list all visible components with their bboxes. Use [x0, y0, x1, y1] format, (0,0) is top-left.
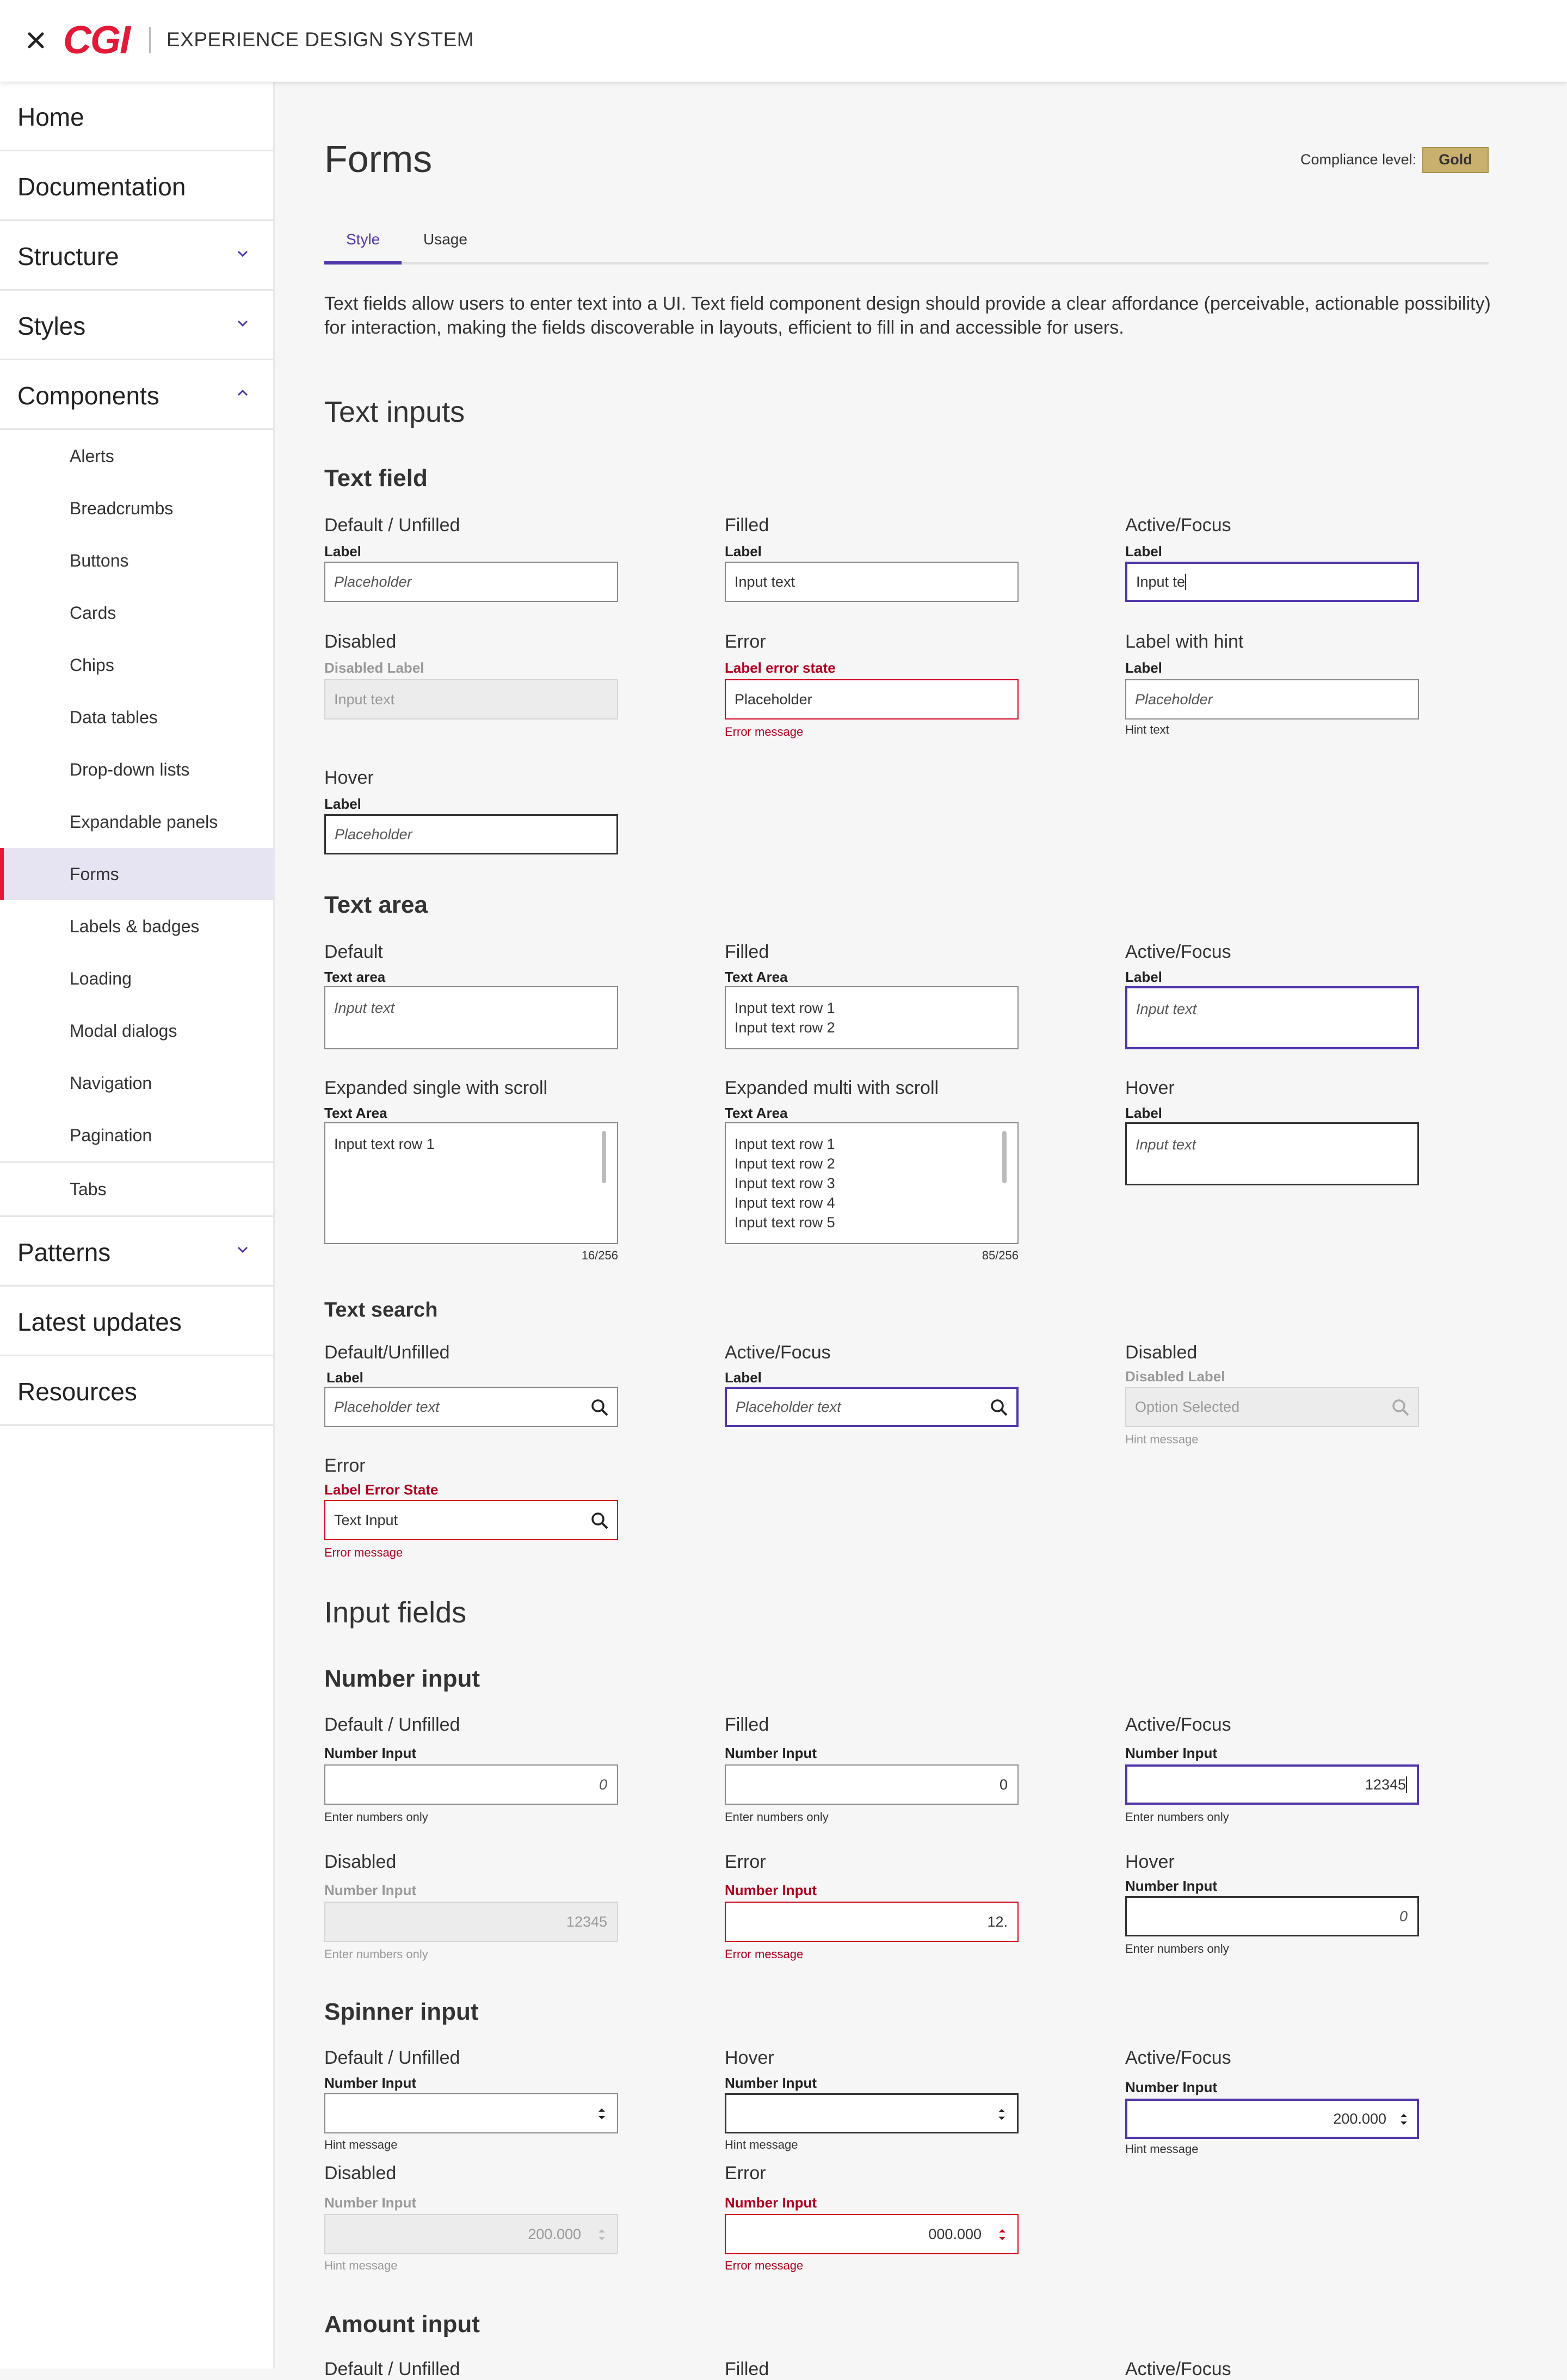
text-row: Input text row 4 — [735, 1195, 835, 1211]
hint-text: Hint text — [1125, 723, 1169, 736]
field-label: Label — [725, 543, 762, 559]
search-input-default[interactable] — [324, 1387, 618, 1427]
sidebar-item-patterns[interactable] — [0, 1215, 273, 1287]
text-area-focus[interactable]: Input text — [1125, 986, 1419, 1049]
number-input-default[interactable]: 0 — [324, 1764, 618, 1805]
text-field-hover[interactable]: Placeholder — [324, 814, 618, 854]
field-label: Number Input — [324, 2075, 416, 2091]
state-title: Active/Focus — [1125, 1714, 1231, 1735]
field-value: 12345 — [1365, 1776, 1406, 1793]
field-value: 200.000 — [528, 2225, 581, 2242]
text-area-multi-scroll[interactable] — [725, 1122, 1019, 1244]
spinner-arrows-icon[interactable] — [995, 2098, 1008, 2131]
sidebar-item-documentation[interactable] — [0, 151, 273, 221]
active-tab-indicator — [324, 261, 402, 265]
state-title: Error — [725, 1852, 766, 1872]
search-value: Text Input — [334, 1511, 398, 1528]
search-icon[interactable] — [989, 1398, 1009, 1417]
field-label: Number Input — [324, 1882, 416, 1898]
state-title: Filled — [725, 1714, 769, 1735]
tabs-divider — [324, 262, 1489, 265]
state-title: Active/Focus — [725, 1342, 831, 1363]
hint-message: Hint message — [324, 2138, 398, 2151]
sidebar-subitem-label: Chips — [70, 655, 114, 675]
sidebar-item-drop-down-lists[interactable] — [0, 743, 273, 796]
intro-text: Text fields allow users to enter text into a UI. Text field component design should provide a clear affordance (perceivable, actionable possibility) for interaction, making the fields discoverable in layouts, efficient to fill in and accessible for users. — [324, 293, 1491, 338]
sidebar-item-label: Structure — [17, 242, 119, 270]
state-title: Hover — [1125, 1852, 1175, 1872]
field-label: Label — [1125, 1105, 1162, 1121]
state-title: Hover — [725, 2047, 774, 2068]
sidebar-item-label: Components — [17, 382, 159, 410]
sidebar-item-tabs[interactable] — [0, 1161, 273, 1215]
field-label: Number Input — [725, 2075, 817, 2091]
top-bar — [0, 0, 1567, 82]
sidebar-subitem-label: Loading — [70, 969, 132, 988]
state-title: Filled — [725, 515, 769, 536]
state-title: Error — [725, 2163, 766, 2184]
field-label: Number Input — [725, 1882, 817, 1898]
sidebar-item-styles[interactable] — [0, 291, 273, 360]
close-button[interactable] — [24, 28, 48, 52]
state-title: Disabled — [324, 1852, 397, 1872]
field-label: Text Area — [725, 969, 788, 985]
sidebar-item-loading[interactable] — [0, 952, 273, 1005]
sidebar-item-buttons[interactable] — [0, 534, 273, 587]
spinner-arrows-icon[interactable] — [996, 2218, 1009, 2251]
sidebar-item-alerts[interactable] — [0, 430, 273, 482]
sidebar-item-expandable-panels[interactable] — [0, 796, 273, 848]
field-label: Disabled Label — [324, 660, 424, 676]
components-subnav — [0, 430, 273, 1215]
sidebar-item-chips[interactable] — [0, 639, 273, 691]
field-value: Input te — [1136, 573, 1186, 590]
search-placeholder: Placeholder text — [736, 1398, 841, 1415]
error-message: Error message — [725, 1947, 804, 1961]
sidebar-item-forms[interactable] — [0, 848, 273, 900]
field-label: Label — [324, 543, 361, 559]
sidebar-subitem-label: Pagination — [70, 1126, 152, 1145]
text-field-default[interactable]: Placeholder — [324, 562, 618, 602]
search-icon — [1391, 1398, 1410, 1417]
field-label: Number Input — [324, 1745, 416, 1761]
sidebar-subitem-label: Alerts — [70, 446, 114, 466]
sidebar-subitem-label: Drop-down lists — [70, 760, 190, 779]
state-title: Filled — [725, 2359, 769, 2379]
sidebar-item-home[interactable] — [0, 82, 273, 151]
sidebar-subitem-label: Navigation — [70, 1073, 152, 1093]
state-title: Expanded single with scroll — [324, 1078, 548, 1098]
text-row: Input text row 1 — [735, 1136, 835, 1152]
state-title: Disabled — [324, 631, 397, 652]
hint-message: Enter numbers only — [324, 1947, 428, 1961]
state-title: Default / Unfilled — [324, 1714, 460, 1735]
tab-usage[interactable]: Usage — [423, 231, 467, 248]
sidebar-subitem-label: Labels & badges — [70, 917, 200, 936]
text-area-default[interactable]: Input text — [324, 986, 618, 1049]
chevron-down-icon — [234, 315, 251, 332]
hint-message: Enter numbers only — [1125, 1810, 1229, 1824]
sidebar-subitem-label: Breadcrumbs — [70, 499, 174, 518]
number-input-hover[interactable]: 0 — [1125, 1896, 1419, 1936]
search-value: Option Selected — [1135, 1398, 1240, 1415]
close-icon — [24, 28, 48, 52]
field-label: Label — [1125, 660, 1162, 676]
state-title: Label with hint — [1125, 631, 1244, 652]
field-label: Number Input — [324, 2194, 416, 2211]
spinner-input-default[interactable] — [324, 2093, 618, 2133]
sidebar-item-label: Home — [17, 103, 84, 131]
sidebar-subitem-label: Forms — [70, 864, 119, 884]
search-input-focus[interactable] — [725, 1387, 1019, 1427]
sidebar-item-breadcrumbs[interactable] — [0, 482, 273, 534]
sidebar-item-modal-dialogs[interactable] — [0, 1005, 273, 1057]
tab-style[interactable]: Style — [346, 231, 380, 248]
state-title: Active/Focus — [1125, 2047, 1231, 2068]
text-caret — [1406, 1776, 1407, 1793]
scrollbar-thumb[interactable] — [602, 1131, 606, 1183]
field-label: Number Input — [1125, 2079, 1217, 2095]
logo-divider — [149, 27, 151, 53]
sidebar-item-latest-updates[interactable] — [0, 1287, 273, 1356]
section-heading-input-fields: Input fields — [324, 1596, 467, 1629]
section-heading-text-inputs: Text inputs — [324, 396, 465, 428]
text-row: Input text row 5 — [735, 1214, 835, 1231]
text-area-hover[interactable]: Input text — [1125, 1122, 1419, 1185]
sidebar-subitem-label: Expandable panels — [70, 812, 218, 832]
state-title: Hover — [1125, 1078, 1175, 1098]
search-icon[interactable] — [590, 1511, 609, 1530]
character-counter: 85/256 — [982, 1249, 1019, 1262]
chevron-down-icon — [234, 245, 251, 262]
sidebar-subitem-label: Cards — [70, 603, 116, 623]
state-title: Disabled — [1125, 1342, 1198, 1363]
field-value: 200.000 — [1333, 2110, 1386, 2127]
spinner-arrows-icon[interactable] — [1397, 2103, 1410, 2136]
spinner-input-disabled — [324, 2214, 618, 2254]
field-label: Number Input — [725, 2194, 817, 2211]
text-field-error[interactable]: Placeholder — [725, 679, 1019, 719]
sidebar-item-label: Documentation — [17, 173, 186, 201]
text-row: Input text row 1 — [735, 1000, 835, 1016]
text-field-disabled: Input text — [324, 679, 618, 719]
spinner-arrows-icon — [595, 2218, 608, 2251]
state-title: Default / Unfilled — [324, 2359, 460, 2379]
sidebar-item-structure[interactable] — [0, 221, 273, 291]
spinner-input-hover[interactable] — [725, 2093, 1019, 2133]
sidebar-item-label: Styles — [17, 312, 86, 340]
subsection-heading-text-field: Text field — [324, 465, 428, 491]
sidebar-subitem-label: Buttons — [70, 551, 129, 570]
state-title: Default / Unfilled — [324, 515, 460, 536]
state-title: Default — [324, 942, 383, 962]
field-label: Text area — [324, 969, 386, 985]
field-label: Text Area — [725, 1105, 788, 1121]
compliance-label: Compliance level: — [1300, 151, 1417, 168]
field-label: Label — [1125, 969, 1162, 985]
sidebar-item-label: Latest updates — [17, 1308, 182, 1336]
text-area-single-scroll[interactable] — [324, 1122, 618, 1244]
sidebar-item-labels-badges[interactable] — [0, 900, 273, 952]
search-icon[interactable] — [590, 1398, 609, 1417]
error-message: Error message — [725, 2259, 804, 2272]
field-label: Number Input — [725, 1745, 817, 1761]
text-field-filled[interactable]: Input text — [725, 562, 1019, 602]
number-input-focus[interactable] — [1125, 1764, 1419, 1805]
text-row: Input text row 2 — [735, 1155, 835, 1172]
text-caret — [1185, 574, 1186, 590]
scrollbar-thumb[interactable] — [1002, 1131, 1007, 1183]
page-title: Forms — [324, 138, 433, 180]
field-label: Label Error State — [324, 1481, 439, 1498]
state-title: Expanded multi with scroll — [725, 1078, 939, 1098]
state-title: Active/Focus — [1125, 515, 1231, 536]
field-label: Disabled Label — [1125, 1368, 1225, 1385]
sidebar-item-cards[interactable] — [0, 587, 273, 639]
hint-message: Hint message — [1125, 2142, 1199, 2156]
field-label: Label — [326, 1369, 363, 1386]
number-input-error[interactable]: 12. — [725, 1902, 1019, 1942]
compliance-badge: Gold — [1422, 147, 1489, 173]
search-input-error[interactable] — [324, 1500, 618, 1540]
state-title: Disabled — [324, 2163, 397, 2184]
subsection-heading-amount-input: Amount input — [324, 2311, 480, 2338]
hint-message: Hint message — [324, 2259, 398, 2272]
text-area-filled[interactable] — [725, 986, 1019, 1049]
state-title: Error — [725, 631, 766, 652]
sidebar-subitem-label: Data tables — [70, 708, 158, 727]
spinner-input-focus[interactable] — [1125, 2099, 1419, 2139]
field-label: Text Area — [324, 1105, 387, 1121]
state-title: Default / Unfilled — [324, 2047, 460, 2068]
field-label: Label — [725, 1369, 762, 1386]
text-row: Input text row 2 — [735, 1019, 835, 1036]
text-row: Input text row 3 — [735, 1175, 835, 1191]
state-title: Active/Focus — [1125, 2359, 1231, 2379]
spinner-arrows-icon[interactable] — [595, 2098, 608, 2130]
chevron-down-icon — [234, 1241, 251, 1258]
subsection-heading-spinner-input: Spinner input — [324, 1998, 479, 2025]
chevron-up-icon — [234, 384, 251, 402]
field-label: Number Input — [1125, 1878, 1217, 1894]
sidebar-subitem-label: Tabs — [70, 1179, 107, 1199]
field-label: Label error state — [725, 660, 836, 676]
sidebar-item-navigation[interactable] — [0, 1057, 273, 1109]
state-title: Error — [324, 1455, 366, 1476]
state-title: Default/Unfilled — [324, 1342, 450, 1363]
subsection-heading-number-input: Number input — [324, 1665, 480, 1692]
hint-message: Hint message — [1125, 1432, 1199, 1446]
hint-message: Enter numbers only — [1125, 1942, 1229, 1955]
field-value: 000.000 — [928, 2225, 982, 2242]
text-row: Input text row 1 — [334, 1136, 435, 1152]
hint-message: Enter numbers only — [725, 1810, 829, 1824]
sidebar-item-pagination[interactable] — [0, 1109, 273, 1161]
hint-message: Enter numbers only — [324, 1810, 428, 1824]
state-title: Hover — [324, 767, 374, 788]
number-input-filled[interactable]: 0 — [725, 1764, 1019, 1805]
search-placeholder: Placeholder text — [334, 1398, 440, 1415]
cgi-logo[interactable]: CGI — [63, 19, 130, 62]
state-title: Active/Focus — [1125, 942, 1231, 962]
error-message: Error message — [324, 1546, 403, 1559]
field-label: Label — [324, 796, 361, 812]
field-label: Label — [1125, 543, 1162, 559]
sidebar-item-label: Patterns — [17, 1238, 111, 1266]
character-counter: 16/256 — [581, 1249, 618, 1262]
field-label: Number Input — [1125, 1745, 1217, 1761]
number-input-disabled: 12345 — [324, 1902, 618, 1942]
sidebar-item-components[interactable] — [0, 360, 273, 430]
sidebar — [0, 82, 275, 2369]
state-title: Filled — [725, 942, 769, 962]
search-input-disabled — [1125, 1387, 1419, 1427]
sidebar-item-resources[interactable] — [0, 1356, 273, 1426]
app-title: EXPERIENCE DESIGN SYSTEM — [166, 28, 474, 51]
sidebar-item-data-tables[interactable] — [0, 691, 273, 743]
subsection-heading-text-search: Text search — [324, 1299, 438, 1321]
text-field-with-hint[interactable]: Placeholder — [1125, 679, 1419, 719]
text-field-focus[interactable] — [1125, 562, 1419, 602]
sidebar-subitem-label: Modal dialogs — [70, 1021, 177, 1041]
sidebar-item-label: Resources — [17, 1377, 137, 1406]
hint-message: Hint message — [725, 2138, 798, 2151]
error-message: Error message — [725, 725, 804, 739]
spinner-input-error[interactable] — [725, 2214, 1019, 2254]
subsection-heading-text-area: Text area — [324, 891, 428, 918]
